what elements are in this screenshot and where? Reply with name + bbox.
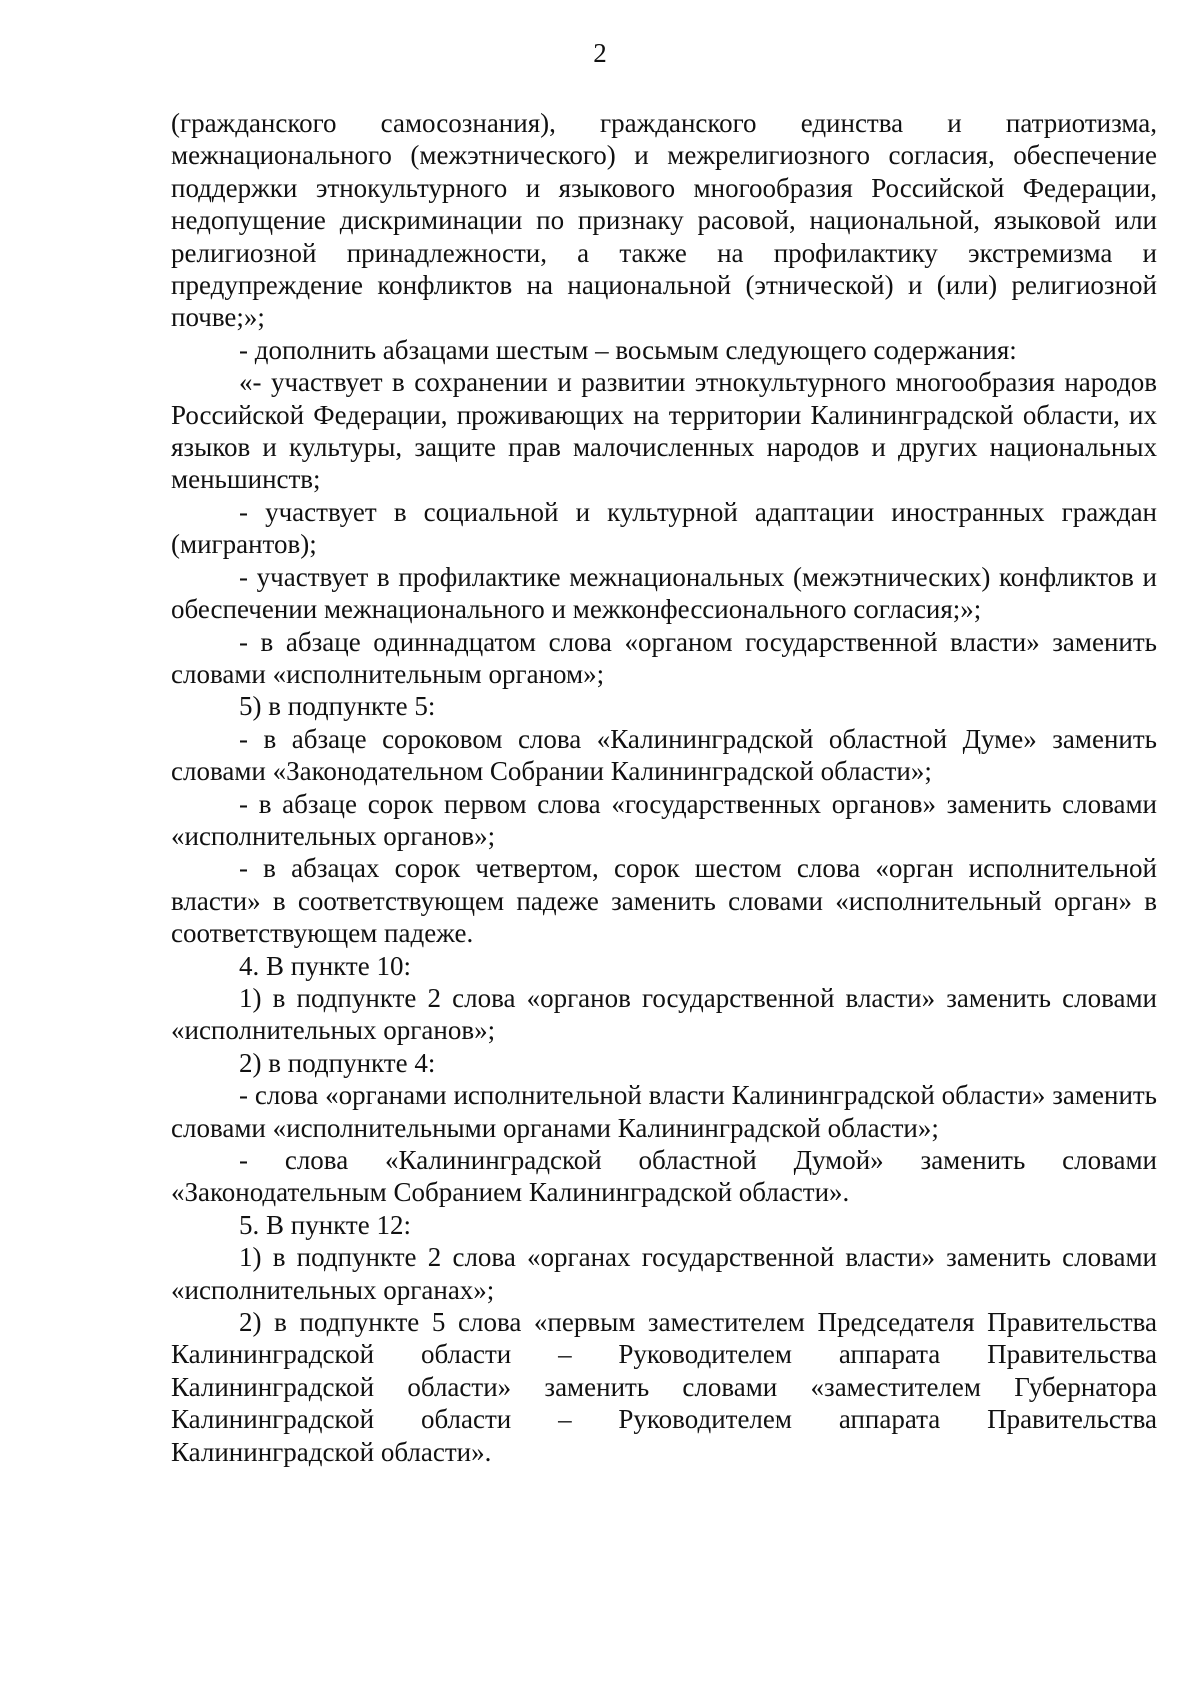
- paragraph: 1) в подпункте 2 слова «органах государственной власти» заменить словами «исполнительных органах»;: [171, 1242, 1157, 1305]
- paragraph: - участвует в социальной и культурной адаптации иностранных граждан (мигрантов);: [171, 496, 1157, 560]
- paragraph: 1) в подпункте 2 слова «органов государственной власти» заменить словами «исполнительных органов»;: [171, 982, 1157, 1046]
- document-body: [171, 107, 1157, 1468]
- paragraph: - в абзаце сороковом слова «Калининградской областной Думе» заменить словами «Законодательном Собрании Калининградской области»;: [171, 723, 1157, 787]
- paragraph: - дополнить абзацами шестым – восьмым следующего содержания:: [239, 334, 1017, 365]
- page-number: 2: [593, 38, 607, 68]
- paragraph: (гражданского самосознания), гражданского единства и патриотизма, межнационального (межэтнического) и межрелигиозного согласия, обеспечение поддержки этнокультурного и языкового многообразия Российской Федерации, недопущение дискриминации по признаку расовой, национальной, языковой или религиозной принадлежности, а также на профилактику экстремизма и предупреждение конфликтов на национальной (этнической) и (или) религиозной почве;»;: [171, 108, 1157, 333]
- paragraph: - в абзаце сорок первом слова «государственных органов» заменить словами «исполнительных органов»;: [171, 788, 1157, 851]
- paragraph: - участвует в профилактике межнациональных (межэтнических) конфликтов и обеспечении межнационального и межконфессионального согласия;»;: [171, 561, 1157, 625]
- paragraph: - в абзацах сорок четвертом, сорок шестом слова «орган исполнительной власти» в соответствующем падеже заменить словами «исполнительный орган» в соответствующем падеже.: [171, 853, 1157, 949]
- paragraph: 2) в подпункте 5 слова «первым заместителем Председателя Правительства Калининградской области – Руководителем аппарата Правительства Калининградской области» заменить словами «заместителем Губернатора Калининградской области – Руководителем аппарата Правительства Калининградской области».: [171, 1307, 1157, 1467]
- paragraph: 4. В пункте 10:: [239, 950, 411, 981]
- paragraph: 5) в подпункте 5:: [239, 691, 436, 722]
- paragraph: - слова «Калининградской областной Думой» заменить словами «Законодательным Собранием Калининградской области».: [171, 1145, 1157, 1208]
- paragraph: 2) в подпункте 4:: [239, 1047, 436, 1078]
- paragraph: - слова «органами исполнительной власти Калининградской области» заменить словами «исполнительными органами Калининградской области»;: [171, 1080, 1157, 1143]
- paragraph: - в абзаце одиннадцатом слова «органом государственной власти» заменить словами «исполнительным органом»;: [171, 626, 1157, 689]
- paragraph: «- участвует в сохранении и развитии этнокультурного многообразия народов Российской Федерации, проживающих на территории Калининградской области, их языков и культуры, защите прав малочисленных народов и других национальных меньшинств;: [171, 367, 1157, 495]
- paragraph: 5. В пункте 12:: [239, 1209, 411, 1240]
